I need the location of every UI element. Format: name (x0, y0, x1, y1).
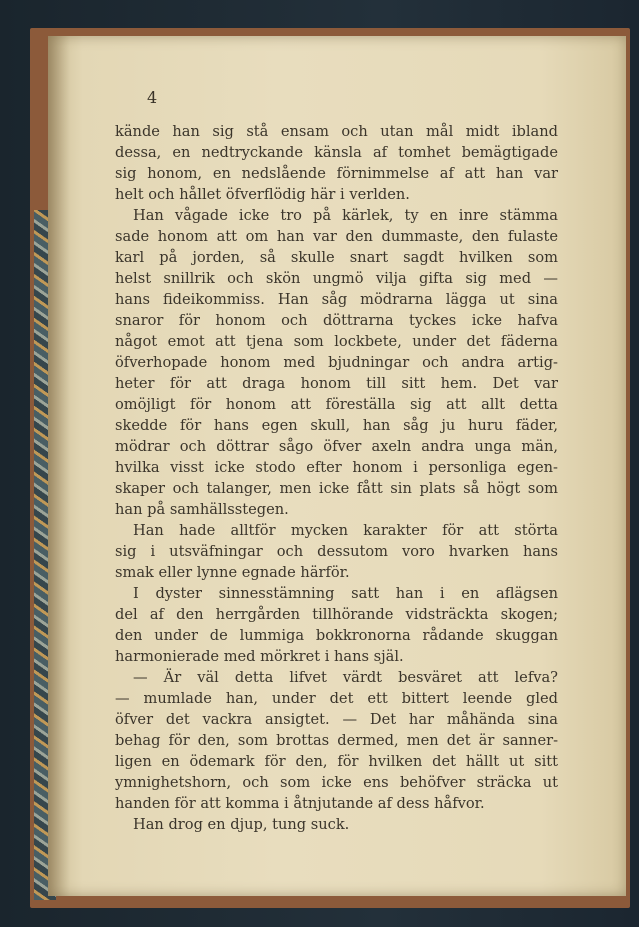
text-line: något emot att tjena som lockbete, under det fäderna (115, 333, 558, 350)
text-line: kände han sig stå ensam och utan mål midt ibland (115, 123, 558, 140)
text-line: del af den herrgården tillhörande vidsträckta skogen; (115, 606, 558, 623)
text-line: öfverhopade honom med bjudningar och andra artig- (115, 354, 558, 371)
text-line: Han drog en djup, tung suck. (133, 816, 350, 833)
text-line: harmonierade med mörkret i hans själ. (115, 648, 404, 665)
text-line: snaror för honom och döttrarna tyckes icke hafva (115, 312, 558, 329)
text-line: handen för att komma i åtnjutande af dess håfvor. (115, 795, 485, 812)
text-line: hvilka visst icke stodo efter honom i personliga egen- (115, 459, 558, 476)
text-line: omöjligt för honom att föreställa sig att allt detta (115, 396, 558, 413)
page-number: 4 (147, 88, 158, 107)
text-line: skedde för hans egen skull, han såg ju huru fäder, (115, 417, 558, 434)
text-line: karl på jorden, så skulle snart sagdt hvilken som (115, 249, 558, 266)
text-line: smak eller lynne egnade härför. (115, 564, 350, 581)
text-line: — Är väl detta lifvet värdt besväret att lefva? (133, 669, 558, 686)
text-line: dessa, en nedtryckande känsla af tomhet bemägtigade (115, 144, 558, 161)
text-line: ligen en ödemark för den, för hvilken det hällt ut sitt (115, 753, 558, 770)
text-line: den under de lummiga bokkronorna rådande skuggan (115, 627, 558, 644)
text-line: hans fideikommiss. Han såg mödrarna lägga ut sina (115, 291, 558, 308)
text-line: helt och hållet öfverflödig här i verlden. (115, 186, 410, 203)
text-line: helst snillrik och skön ungmö vilja gifta sig med — (115, 270, 558, 287)
text-line: mödrar och döttrar sågo öfver axeln andra unga män, (115, 438, 558, 455)
text-line: sig i utsväfningar och dessutom voro hvarken hans (115, 543, 558, 560)
text-line: — mumlade han, under det ett bittert leende gled (115, 690, 558, 707)
text-line: sig honom, en nedslående förnimmelse af att han var (115, 165, 558, 182)
text-line: Han vågade icke tro på kärlek, ty en inre stämma (133, 207, 558, 224)
text-line: heter för att draga honom till sitt hem. Det var (115, 375, 558, 392)
text-line: Han hade alltför mycken karakter för att störta (133, 522, 558, 539)
text-line: han på samhällsstegen. (115, 501, 289, 518)
text-line: öfver det vackra ansigtet. — Det har måhända sina (115, 711, 558, 728)
text-line: ymnighetshorn, och som icke ens behöfver sträcka ut (115, 774, 558, 791)
page-text (115, 121, 558, 835)
text-line: I dyster sinnesstämning satt han i en aflägsen (133, 585, 558, 602)
text-line: behag för den, som brottas dermed, men det är sanner- (115, 732, 558, 749)
page-gutter (48, 36, 70, 896)
text-line: sade honom att om han var den dummaste, den fulaste (115, 228, 558, 245)
text-line: skaper och talanger, men icke fått sin plats så högt som (115, 480, 558, 497)
